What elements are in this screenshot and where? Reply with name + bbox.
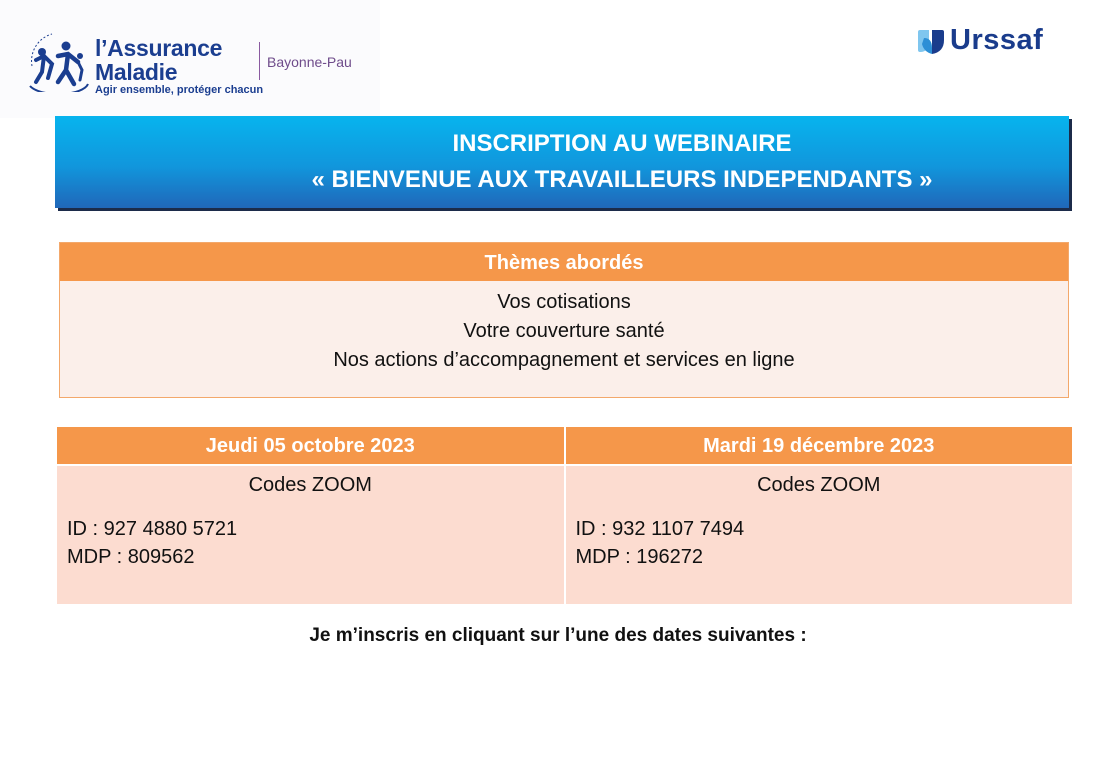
- assurance-maladie-wordmark: [95, 36, 222, 84]
- theme-item: Vos cotisations: [497, 291, 631, 313]
- assurance-maladie-emblem-icon: [22, 26, 92, 92]
- registration-instruction: Je m’inscris en cliquant sur l’une des dates suivantes :: [309, 625, 807, 646]
- zoom-codes-label: Codes ZOOM: [757, 474, 881, 496]
- wordmark-line1: l’Assurance: [95, 35, 223, 61]
- assurance-maladie-logo: [0, 0, 380, 118]
- urssaf-emblem-icon: [916, 28, 946, 56]
- webinar-title-banner: [55, 116, 1069, 208]
- session-column: [57, 427, 564, 604]
- banner-title-line1: INSCRIPTION AU WEBINAIRE: [452, 130, 792, 157]
- themes-heading: Thèmes abordés: [60, 243, 1068, 281]
- themes-list: [60, 281, 1068, 375]
- urssaf-logo: [916, 26, 1066, 58]
- themes-box: [59, 242, 1069, 398]
- session-details: [57, 466, 564, 604]
- zoom-password: MDP : 809562: [67, 546, 195, 568]
- session-date-link[interactable]: Mardi 19 décembre 2023: [566, 427, 1073, 466]
- banner-title-line2: « BIENVENUE AUX TRAVAILLEURS INDEPENDANTS »: [311, 166, 933, 193]
- logo-divider: [259, 42, 260, 80]
- urssaf-wordmark: Urssaf: [950, 24, 1044, 56]
- sessions-table: [57, 427, 1072, 604]
- session-details: [566, 466, 1073, 604]
- theme-item: Votre couverture santé: [463, 320, 665, 342]
- zoom-password: MDP : 196272: [575, 546, 703, 568]
- zoom-codes: [576, 515, 1063, 571]
- wordmark-line2: Maladie: [95, 59, 178, 85]
- zoom-id: ID : 932 1107 7494: [575, 518, 745, 540]
- zoom-id: ID : 927 4880 5721: [67, 518, 238, 540]
- assurance-maladie-tagline: Agir ensemble, protéger chacun: [95, 84, 264, 96]
- region-label: Bayonne-Pau: [267, 54, 352, 70]
- session-column: [564, 427, 1073, 604]
- theme-item: Nos actions d’accompagnement et services en ligne: [333, 349, 795, 371]
- zoom-codes: [67, 515, 554, 571]
- zoom-codes-label: Codes ZOOM: [248, 474, 372, 496]
- session-date-link[interactable]: Jeudi 05 octobre 2023: [57, 427, 564, 466]
